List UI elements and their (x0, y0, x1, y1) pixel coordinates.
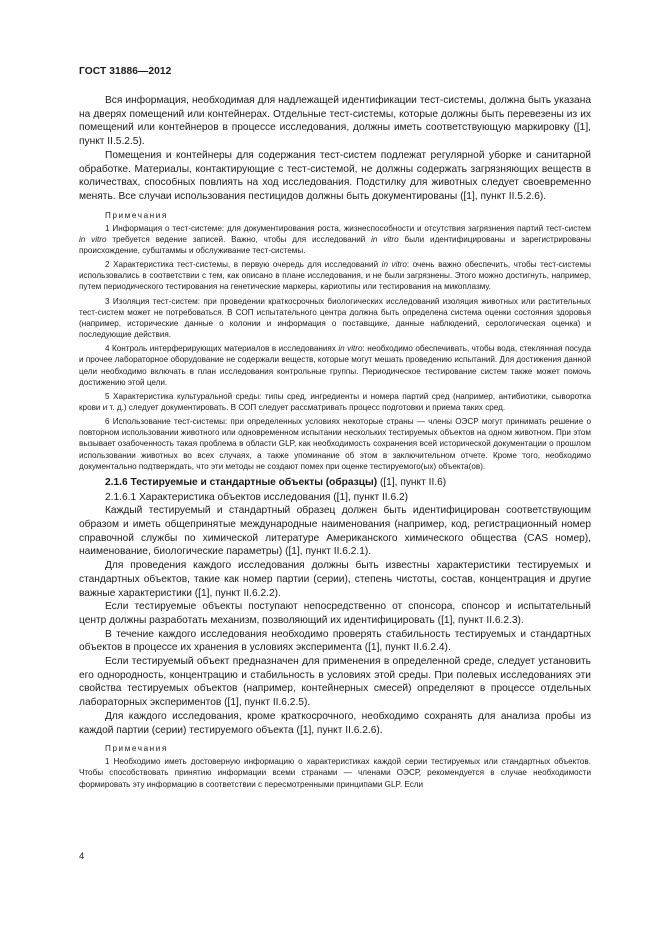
note-item: 4 Контроль интерферирующих материалов в исследованиях in vitro: необходимо обеспечивать, чтобы вода, стеклянная посуда и прочее лабораторное оборудование не содержали веществ, которые могут мешать проведению испытаний. Для достижения данной цели необходимо включать в план исследования контрольные группы. Периодическое тестирование систем также может помочь достижению этой цели. (79, 344, 591, 387)
note-item: 5 Характеристика культуральной среды: типы сред, ингредиенты и номера партий сред (например, антибиотики, сыворотка крови и т. д.) следует документировать. В СОП следует рассматривать процесс подготовки и приема таких сред. (79, 391, 591, 412)
note-item: 3 Изоляция тест-систем: при проведении краткосрочных биологических исследований изоляция животных или растительных тест-систем может не потребоваться. В СОП испытательного центра должна быть определена система оценки состояния здоровья (например, исторические данные о колонии и информация о поставщике, данные наблюдений, серологическая оценка) и последующие действия. (79, 296, 591, 340)
page-number: 4 (79, 851, 85, 862)
page-header-title: ГОСТ 31886—2012 (79, 66, 172, 77)
section-heading: 2.1.6 Тестируемые и стандартные объекты (образцы) ([1], пункт II.6) (105, 476, 447, 488)
note-item: 1 Необходимо иметь достоверную информацию о характеристиках каждой серии тестируемых или стандартных объектов. Чтобы способствовать принятию информации всеми странами — членами ОЭСР, рекомендуется в случае необходимости формировать эту информацию в соответствии с пересмотренными принципами GLP. Если (79, 757, 591, 789)
note-item: 1 Информация о тест-системе: для документирования роста, жизнеспособности и отсутствия загрязнения партий тест-систем in vitro требуется ведение записей. Важно, чтобы для исследований in vitro были идентифицированы и зарегистрированы происхождение, субштаммы и обслуживание тест-системы. (79, 223, 591, 255)
body-paragraph: Если тестируемый объект предназначен для применения в определенной среде, следует установить его однородность, концентрацию и стабильность в условиях этой среды. При полевых исследованиях эти свойства тестируемых объектов (например, контейнерных смесей) определяют в процессе отдельных лабораторных экспериментов ([1], пункт II.6.2.5). (79, 656, 591, 709)
body-paragraph: Вся информация, необходимая для надлежащей идентификации тест-системы, должна быть указана на дверях помещений или контейнерах. Отдельные тест-системы, которые должны быть перевезены из их помещений или контейнеров в процессе исследования, должны иметь соответствующую маркировку ([1], пункт II.5.2.5). (79, 95, 591, 148)
body-paragraph: Для каждого исследования, кроме краткосрочного, необходимо сохранять для анализа пробы из каждой партии (серии) тестируемого объекта ([1], пункт II.6.2.6). (79, 710, 591, 736)
body-paragraph: Каждый тестируемый и стандартный образец должен быть идентифицирован соответствующим образом и иметь общепринятые международные наименования (например, код, регистрационный номер справочной службы по химической литературе Американского химического общества (CAS номер), наименование, биологические параметры) ([1], пункт II.6.2.1). (79, 505, 591, 558)
page-content (79, 94, 591, 790)
note-item: 2 Характеристика тест-системы, в первую очередь для исследований in vitro: очень важно обеспечить, чтобы тест-системы использовались в соответствии с тем, как описано в плане исследования, и не были загрязнены. Этого можно достигнуть, например, путем периодического тестирования на генетические маркеры, кариотипы или тестирования на микоплазму. (79, 260, 591, 292)
note-item: 6 Использование тест-системы: при определенных условиях некоторые страны — члены ОЭСР могут принимать решение о повторном использовании животного или одновременном испытании нескольких тестируемых объектов на одном животном. При этом вызывает озабоченность такая проблема в области GLP, как необходимость сохранения всей исторической документации о прошлом использовании животных во всех случаях, а также упоминание об этом в заключительном отчете. Кроме того, необходимо документально подтверждать, что эти методы не создают помех при оценке тестируемого(ых) объекта(ов). (79, 417, 591, 471)
notes-title: Примечания (105, 210, 168, 220)
body-paragraph: Для проведения каждого исследования должны быть известны характеристики тестируемых и стандартных объектов, такие как номер партии (серии), степень чистоты, состав, концентрация и другие важные характеристики ([1], пункт II.6.2.2). (79, 560, 591, 599)
body-paragraph: В течение каждого исследования необходимо проверять стабильность тестируемых и стандартных объектов в процессе их хранения в условиях эксперимента ([1], пункт II.6.2.4). (79, 628, 591, 654)
body-paragraph: Если тестируемые объекты поступают непосредственно от спонсора, спонсор и испытательный центр должны разработать механизм, позволяющий их идентифицировать ([1], пункт II.6.2.3). (79, 601, 591, 626)
notes-title: Примечания (105, 744, 168, 754)
subsection-heading: 2.1.6.1 Характеристика объектов исследования ([1], пункт II.6.2) (105, 491, 409, 503)
body-paragraph: Помещения и контейнеры для содержания тест-систем подлежат регулярной уборке и санитарной обработке. Материалы, контактирующие с тест-системой, не должны содержать загрязняющих веществ в количествах, способных повлиять на ход исследования. Подстилку для животных следует своевременно менять. Все случаи использования пестицидов должны быть документированы ([1], пункт II.5.2.6). (79, 149, 591, 202)
